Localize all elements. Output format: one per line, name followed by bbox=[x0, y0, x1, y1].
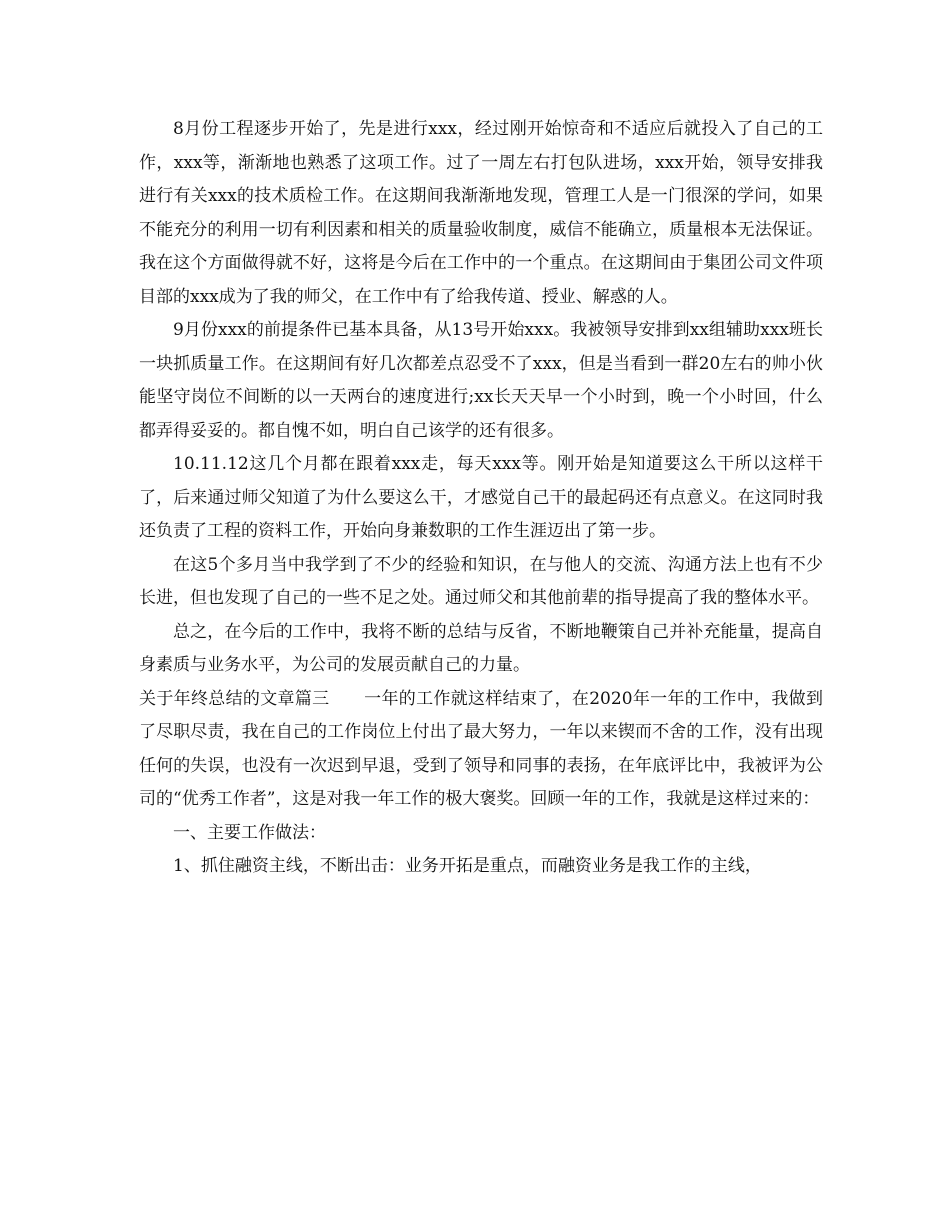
paragraph-financing: 1、抓住融资主线，不断出击：业务开拓是重点，而融资业务是我工作的主线， bbox=[173, 856, 762, 876]
paragraph-conclusion: 总之，在今后的工作中，我将不断的总结与反省，不断地鞭策自己并补充能量，提高自身素质与业务水平，为公司的发展贡献自己的力量。 bbox=[139, 621, 823, 675]
paragraph-oct-dec: 10.11.12这几个月都在跟着xxx走，每天xxx等。刚开始是知道要这么干所以这样干了，后来通过师父知道了为什么要这么干，才感觉自己干的最起码还有点意义。在这同时我还负责了工程的资料工作，开始向身兼数职的工作生涯迈出了第一步。 bbox=[139, 454, 823, 541]
document-body bbox=[139, 113, 823, 884]
paragraph-september: 9月份xxx的前提条件已基本具备，从13号开始xxx。我被领导安排到xx组辅助xxx班长一块抓质量工作。在这期间有好几次都差点忍受不了xxx，但是当看到一群20左右的帅小伙能坚守岗位不间断的以一天两台的速度进行;xx长天天早一个小时到，晚一个小时回，什么都弄得妥妥的。都自愧不如，明白自己该学的还有很多。 bbox=[139, 320, 823, 441]
paragraph-five-months: 在这5个多月当中我学到了不少的经验和知识，在与他人的交流、沟通方法上也有不少长进，但也发现了自己的一些不足之处。通过师父和其他前辈的指导提高了我的整体水平。 bbox=[139, 554, 823, 608]
paragraph-august: 8月份工程逐步开始了，先是进行xxx，经过刚开始惊奇和不适应后就投入了自己的工作，xxx等，渐渐地也熟悉了这项工作。过了一周左右打包队进场，xxx开始，领导安排我进行有关xxx的技术质检工作。在这期间我渐渐地发现，管理工人是一门很深的学问，如果不能充分的利用一切有利因素和相关的质量验收制度，威信不能确立，质量根本无法保证。我在这个方面做得就不好，这将是今后在工作中的一个重点。在这期间由于集团公司文件项目部的xxx成为了我的师父，在工作中有了给我传道、授业、解惑的人。 bbox=[139, 119, 823, 307]
paragraph-article-three: 关于年终总结的文章篇三 一年的工作就这样结束了，在2020年一年的工作中，我做到了尽职尽责，我在自己的工作岗位上付出了最大努力，一年以来锲而不舍的工作，没有出现任何的失误，也没有一次迟到早退，受到了领导和同事的表扬，在年底评比中，我被评为公司的“优秀工作者”，这是对我一年工作的极大褒奖。回顾一年的工作，我就是这样过来的： bbox=[139, 688, 823, 809]
section-heading-main-work: 一、主要工作做法： bbox=[173, 822, 326, 843]
